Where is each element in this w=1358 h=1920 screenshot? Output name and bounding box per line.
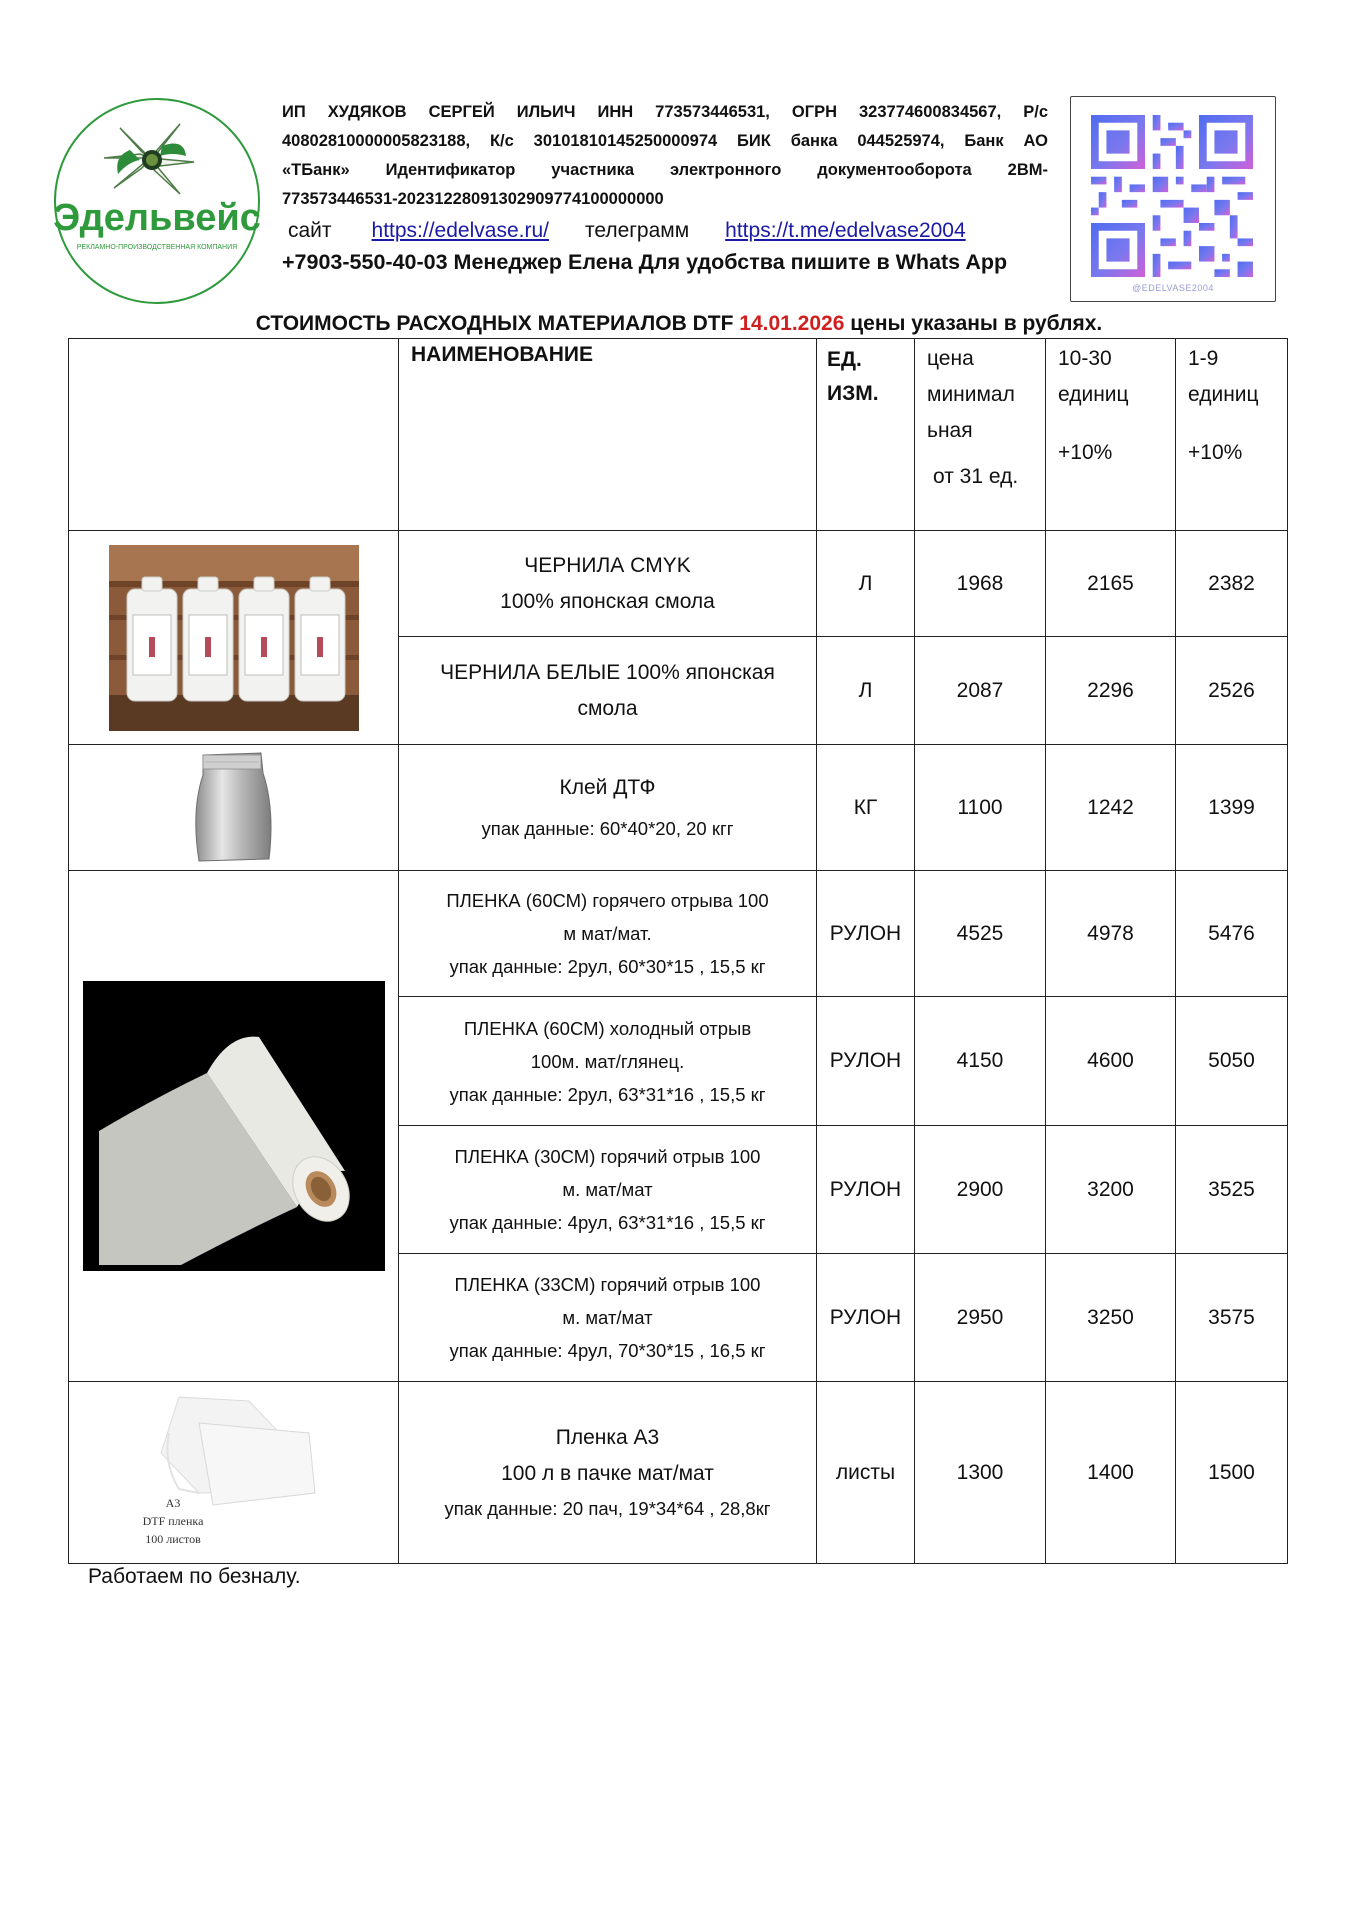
header-low-line: единиц xyxy=(1188,383,1259,406)
product-name-line: ПЛЕНКА (30СМ) горячий отрыв 100 xyxy=(454,1146,761,1167)
header-mid-line: единиц xyxy=(1058,383,1129,406)
product-spec-line: упак данные: 60*40*20, 20 кгг xyxy=(481,818,734,839)
low-price-cell: 3525 xyxy=(1176,1126,1288,1254)
low-price-cell: 1399 xyxy=(1176,745,1288,871)
ink-bottles-icon xyxy=(109,545,359,731)
mid-price-cell: 4978 xyxy=(1046,871,1176,997)
product-name xyxy=(399,871,817,997)
product-name-line: ПЛЕНКА (33СМ) горячий отрыв 100 xyxy=(454,1274,761,1295)
header-unit-line: ЕД. xyxy=(827,348,862,371)
qr-code-icon xyxy=(1091,115,1253,277)
company-requisites xyxy=(282,98,1048,214)
low-price-cell: 3575 xyxy=(1176,1254,1288,1382)
svg-text:РЕКЛАМНО-ПРОИЗВОДСТВЕННАЯ КОМП: РЕКЛАМНО-ПРОИЗВОДСТВЕННАЯ КОМПАНИЯ xyxy=(76,244,238,251)
svg-text:Эдельвейс: Эдельвейс xyxy=(53,197,261,239)
mid-price-cell: 2296 xyxy=(1046,637,1176,745)
product-spec-line: упак данные: 2рул, 63*31*16 , 15,5 кг xyxy=(449,1083,766,1105)
title-date: 14.01.2026 xyxy=(739,312,845,335)
price-table xyxy=(68,338,1288,1564)
requisites-line: «ТБанк» Идентификатор участника электронного документооборота 2ВМ- xyxy=(282,161,1048,179)
svg-text:А3: А3 xyxy=(165,1495,180,1510)
header-low-price xyxy=(1176,339,1288,531)
unit-cell: РУЛОН xyxy=(817,997,915,1126)
low-price-cell: 2526 xyxy=(1176,637,1288,745)
header-min-line: от 31 ед. xyxy=(933,465,1019,488)
header-low-line: +10% xyxy=(1188,441,1243,464)
min-price-cell: 2950 xyxy=(915,1254,1046,1382)
unit-cell: РУЛОН xyxy=(817,1254,915,1382)
product-name-line: смола xyxy=(577,696,638,720)
requisites-line: 40802810000005823188, К/с 30101810145250000974 БИК банка 044525974, Банк АО xyxy=(282,132,1048,150)
a3-film-image xyxy=(69,1382,399,1564)
product-name-line: м. мат/мат xyxy=(562,1307,653,1328)
site-link[interactable]: https://edelvase.ru/ xyxy=(371,219,549,242)
header-min-line: ьная xyxy=(927,419,973,442)
low-price-cell: 1500 xyxy=(1176,1382,1288,1564)
product-spec-line: упак данные: 2рул, 60*30*15 , 15,5 кг xyxy=(449,956,766,977)
product-name xyxy=(399,745,817,871)
header-low-line: 1-9 xyxy=(1188,347,1219,370)
mid-price-cell: 2165 xyxy=(1046,531,1176,637)
unit-cell: листы xyxy=(817,1382,915,1564)
min-price-cell: 2087 xyxy=(915,637,1046,745)
header-mid-line: +10% xyxy=(1058,441,1113,464)
header-unit xyxy=(817,339,915,531)
qr-caption: @EDELVASE2004 xyxy=(1132,283,1214,293)
product-name-line: ЧЕРНИЛА БЕЛЫЕ 100% японская xyxy=(440,660,775,684)
company-logo xyxy=(52,96,262,306)
table-row xyxy=(69,531,1288,637)
product-name-line: м мат/мат. xyxy=(563,923,652,944)
title-suffix: цены указаны в рублях. xyxy=(850,312,1103,335)
min-price-cell: 4150 xyxy=(915,997,1046,1126)
mid-price-cell: 1400 xyxy=(1046,1382,1176,1564)
product-name-line: ЧЕРНИЛА CMYK xyxy=(524,553,691,577)
header-name: НАИМЕНОВАНИЕ xyxy=(399,339,817,531)
min-price-cell: 1300 xyxy=(915,1382,1046,1564)
table-header-row xyxy=(69,339,1288,531)
header-mid-line: 10-30 xyxy=(1058,347,1112,370)
site-label: сайт xyxy=(288,219,332,242)
table-row xyxy=(69,871,1288,997)
edelweiss-logo-icon xyxy=(52,96,262,306)
min-price-cell: 4525 xyxy=(915,871,1046,997)
product-name xyxy=(399,1254,817,1382)
table-row xyxy=(69,745,1288,871)
payment-note: Работаем по безналу. xyxy=(88,1565,301,1588)
product-spec-line: упак данные: 20 пач, 19*34*64 , 28,8кг xyxy=(444,1498,771,1519)
table-row xyxy=(69,1382,1288,1564)
low-price-cell: 5476 xyxy=(1176,871,1288,997)
svg-text:DTF пленка: DTF пленка xyxy=(142,1513,203,1528)
header-min-line: цена xyxy=(927,347,974,370)
product-name-line: 100м. мат/глянец. xyxy=(530,1050,685,1072)
mid-price-cell: 3200 xyxy=(1046,1126,1176,1254)
glue-bag-image xyxy=(69,745,399,871)
product-name-line: м. мат/мат xyxy=(562,1179,653,1200)
product-name-line: 100% японская смола xyxy=(500,589,715,613)
document-title xyxy=(68,312,1290,336)
product-spec-line: упак данные: 4рул, 63*31*16 , 15,5 кг xyxy=(449,1212,766,1233)
contact-line: +7903-550-40-03 Менеджер Елена Для удобства пишите в Whats App xyxy=(282,250,1008,274)
film-roll-image xyxy=(69,871,399,1382)
header-image-cell xyxy=(69,339,399,531)
product-name-line: 100 л в пачке мат/мат xyxy=(501,1462,714,1485)
low-price-cell: 5050 xyxy=(1176,997,1288,1126)
min-price-cell: 1100 xyxy=(915,745,1046,871)
product-name-line: ПЛЕНКА (60СМ) холодный отрыв xyxy=(463,1017,752,1039)
a3-film-sheets-icon xyxy=(139,1393,329,1553)
product-name xyxy=(399,531,817,637)
film-roll-icon xyxy=(83,981,385,1271)
header-min-price xyxy=(915,339,1046,531)
telegram-label: телеграмм xyxy=(584,219,690,242)
product-name-line: ПЛЕНКА (60СМ) горячего отрыва 100 xyxy=(446,890,769,911)
powder-bag-icon xyxy=(189,749,279,867)
mid-price-cell: 3250 xyxy=(1046,1254,1176,1382)
header-mid-price xyxy=(1046,339,1176,531)
requisites-line: ИП ХУДЯКОВ СЕРГЕЙ ИЛЬИЧ ИНН 773573446531, ОГРН 323774600834567, Р/с xyxy=(282,103,1048,121)
unit-cell: Л xyxy=(817,531,915,637)
telegram-link[interactable]: https://t.me/edelvase2004 xyxy=(725,219,966,242)
header-unit-line: ИЗМ. xyxy=(827,382,879,405)
mid-price-cell: 1242 xyxy=(1046,745,1176,871)
product-name xyxy=(399,637,817,745)
product-name xyxy=(399,1126,817,1254)
svg-text:100 листов: 100 листов xyxy=(144,1531,201,1546)
low-price-cell: 2382 xyxy=(1176,531,1288,637)
product-name xyxy=(399,997,817,1126)
product-name-line: Клей ДТФ xyxy=(559,776,656,799)
ink-bottles-image xyxy=(69,531,399,745)
product-name-line: Пленка А3 xyxy=(555,1426,660,1449)
unit-cell: Л xyxy=(817,637,915,745)
unit-cell: РУЛОН xyxy=(817,1126,915,1254)
unit-cell: КГ xyxy=(817,745,915,871)
product-name xyxy=(399,1382,817,1564)
unit-cell: РУЛОН xyxy=(817,871,915,997)
qr-code xyxy=(1070,96,1276,302)
mid-price-cell: 4600 xyxy=(1046,997,1176,1126)
requisites-line: 773573446531-20231228091302909774100000000 xyxy=(282,190,664,208)
min-price-cell: 1968 xyxy=(915,531,1046,637)
links-row xyxy=(288,216,1048,246)
title-prefix: СТОИМОСТЬ РАСХОДНЫХ МАТЕРИАЛОВ DTF xyxy=(255,312,734,335)
header-min-line: минимал xyxy=(927,383,1015,406)
product-spec-line: упак данные: 4рул, 70*30*15 , 16,5 кг xyxy=(449,1340,766,1361)
min-price-cell: 2900 xyxy=(915,1126,1046,1254)
